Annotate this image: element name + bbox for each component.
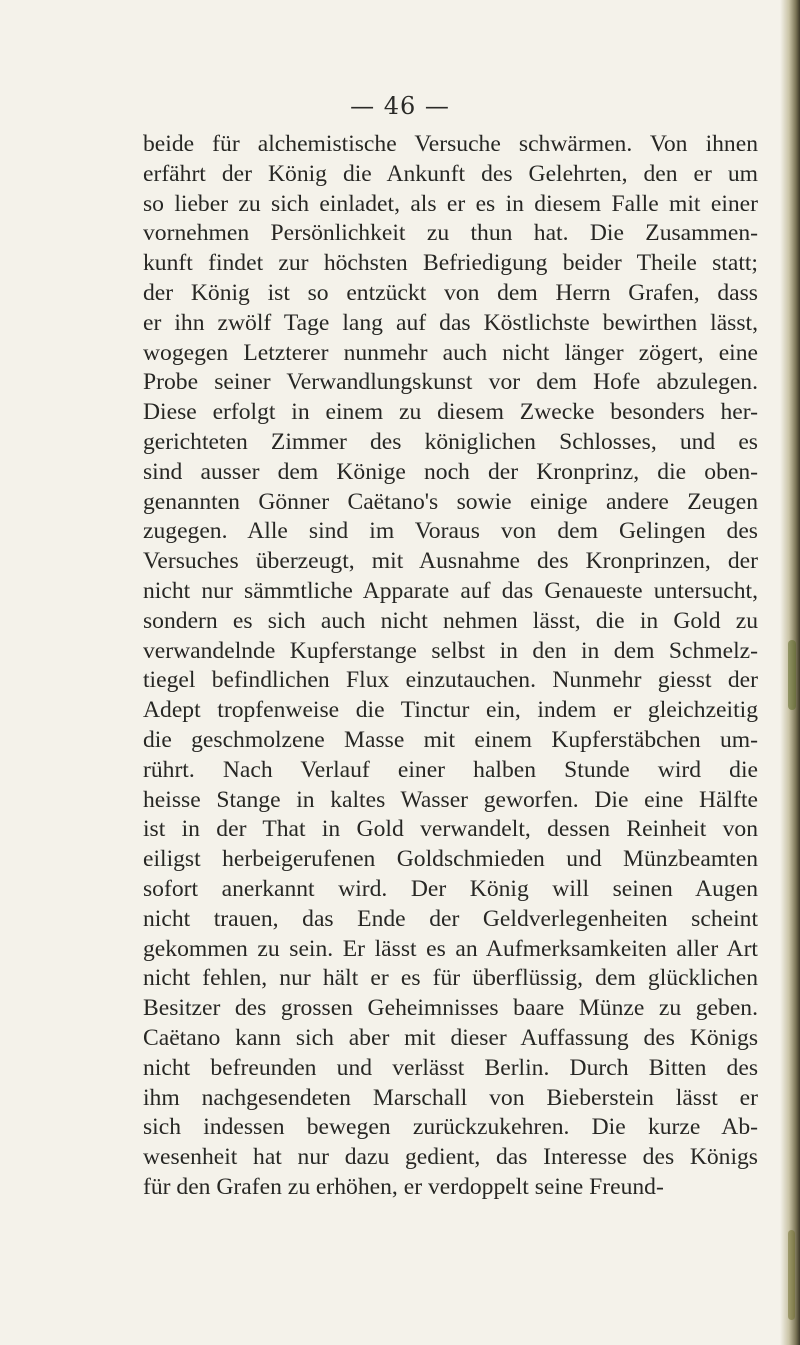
text-line: erfährt der König die Ankunft des Gelehrten, den er um	[143, 160, 758, 187]
page-edge-stain	[788, 640, 796, 710]
text-line: wesenheit hat nur dazu gedient, das Interesse des Königs	[143, 1144, 758, 1171]
text-line: ist in der That in Gold verwandelt, dessen Reinheit von	[143, 816, 758, 843]
text-line: kunft findet zur höchsten Befriedigung beider Theile statt;	[143, 250, 758, 277]
text-line: sondern es sich auch nicht nehmen lässt, die in Gold zu	[143, 607, 758, 634]
text-line: Diese erfolgt in einem zu diesem Zwecke besonders her-	[143, 399, 758, 426]
page-edge-stain	[788, 1230, 795, 1320]
text-line: nicht fehlen, nur hält er es für überflüssig, dem glücklichen	[143, 965, 758, 992]
text-line: so lieber zu sich einladet, als er es in diesem Falle mit einer	[143, 190, 758, 217]
text-line: rührt. Nach Verlauf einer halben Stunde wird die	[143, 756, 758, 783]
text-line: Besitzer des grossen Geheimnisses baare Münze zu geben.	[143, 995, 758, 1022]
text-line: die geschmolzene Masse mit einem Kupferstäbchen um-	[143, 726, 758, 753]
page-number: — 46 —	[350, 92, 450, 120]
text-line: heisse Stange in kaltes Wasser geworfen. Die eine Hälfte	[143, 786, 758, 813]
text-line: wogegen Letzterer nunmehr auch nicht länger zögert, eine	[143, 339, 758, 366]
body-text	[143, 130, 758, 1203]
text-line: gekommen zu sein. Er lässt es an Aufmerksamkeiten aller Art	[143, 935, 758, 962]
text-line: sofort anerkannt wird. Der König will seinen Augen	[143, 875, 758, 902]
text-line: er ihn zwölf Tage lang auf das Köstlichste bewirthen lässt,	[143, 309, 758, 336]
text-line: tiegel befindlichen Flux einzutauchen. Nunmehr giesst der	[143, 667, 758, 694]
text-line: nicht nur sämmtliche Apparate auf das Genaueste untersucht,	[143, 577, 758, 604]
text-line: sind ausser dem Könige noch der Kronprinz, die oben-	[143, 458, 758, 485]
text-line: für den Grafen zu erhöhen, er verdoppelt seine Freund-	[143, 1173, 664, 1200]
text-line: Caëtano kann sich aber mit dieser Auffassung des Königs	[143, 1024, 758, 1051]
text-line: gerichteten Zimmer des königlichen Schlosses, und es	[143, 428, 758, 455]
text-line: zugegen. Alle sind im Voraus von dem Gelingen des	[143, 518, 758, 545]
text-line: verwandelnde Kupferstange selbst in den in dem Schmelz-	[143, 637, 758, 664]
text-line: beide für alchemistische Versuche schwärmen. Von ihnen	[143, 131, 758, 157]
text-line: nicht befreunden und verlässt Berlin. Durch Bitten des	[143, 1054, 758, 1081]
text-line: eiligst herbeigerufenen Goldschmieden und Münzbeamten	[143, 846, 758, 873]
text-line: sich indessen bewegen zurückzukehren. Die kurze Ab-	[143, 1114, 758, 1141]
text-line: Probe seiner Verwandlungskunst vor dem Hofe abzulegen.	[143, 369, 758, 396]
text-line: der König ist so entzückt von dem Herrn Grafen, dass	[143, 279, 758, 306]
text-line: vornehmen Persönlichkeit zu thun hat. Die Zusammen-	[143, 220, 758, 247]
text-line: Adept tropfenweise die Tinctur ein, indem er gleichzeitig	[143, 697, 758, 724]
text-line: nicht trauen, das Ende der Geldverlegenheiten scheint	[143, 905, 758, 932]
text-line: Versuches überzeugt, mit Ausnahme des Kronprinzen, der	[143, 548, 758, 575]
text-line: ihm nachgesendeten Marschall von Bieberstein lässt er	[143, 1084, 758, 1111]
text-line: genannten Gönner Caëtano's sowie einige andere Zeugen	[143, 488, 758, 515]
